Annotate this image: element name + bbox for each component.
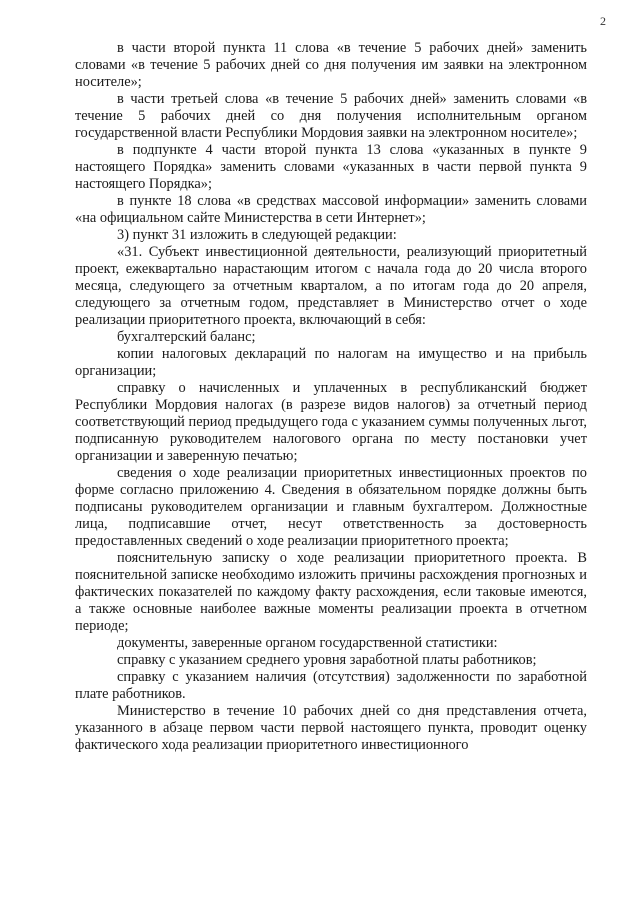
list-item-statistics-documents: документы, заверенные органом государственной статистики: [117,635,498,651]
paragraph-amend-item-18: в пункте 18 слова «в средствах массовой информации» заменить словами «на официальном сайте Министерства в сети Интернет»; [75,193,587,226]
list-item-project-information: сведения о ходе реализации приоритетных инвестиционных проектов по форме согласно приложению 4. Сведения в обязательном порядке должны быть подписаны руководителем организации и главным бухгалтером. Должностные лица, подписавшие отчет, несут ответственность за достоверность предоставленных сведений о ходе реализации приоритетного проекта; [75,465,587,549]
paragraph-item-31-text: «31. Субъект инвестиционной деятельности, реализующий приоритетный проект, ежеквартально нарастающим итогом с начала года до 20 числа второго месяца, следующего за отчетным кварталом, а по итогам года до 20 апреля, следующего за отчетным годом, представляет в Министерство отчет о ходе реализации приоритетного проекта, включающий в себя: [75,244,587,328]
list-item-explanatory-note: пояснительную записку о ходе реализации приоритетного проекта. В пояснительной записке необходимо изложить причины расхождения прогнозных и фактических показателей по каждому факту расхождения, если таковые имеются, а также основные наиболее важные моменты реализации проекта в отчетном периоде; [75,550,587,634]
list-item-salary-certificate: справку с указанием среднего уровня заработной платы работников; [117,652,537,668]
page-number: 2 [600,14,606,28]
paragraph-amend-item-13: в подпункте 4 части второй пункта 13 слова «указанных в пункте 9 настоящего Порядка» заменить словами «указанных в части первой пункта 9 настоящего Порядка»; [75,142,587,192]
paragraph-amend-item-11-part-3: в части третьей слова «в течение 5 рабочих дней» заменить словами «в течение 5 рабочих дней со дня получения исполнительным органом государственной власти Республики Мордовия заявки на электронном носителе»; [75,91,587,141]
paragraph-ministry-evaluation: Министерство в течение 10 рабочих дней со дня представления отчета, указанного в абзаце первом части первой настоящего пункта, проводит оценку фактического хода реализации приоритетного инвестиционного [75,703,587,753]
list-item-tax-declarations: копии налоговых деклараций по налогам на имущество и на прибыль организации; [75,346,587,379]
list-item-balance-sheet: бухгалтерский баланс; [117,329,256,345]
list-item-tax-certificate: справку о начисленных и уплаченных в республиканский бюджет Республики Мордовия налогах (в разрезе видов налогов) за отчетный период соответствующий период предыдущего года с указанием суммы полученных льгот, подписанную руководителем налогового органа по месту постановки учет организации и заверенную печатью; [75,380,587,464]
paragraph-item-31-intro: 3) пункт 31 изложить в следующей редакции: [117,227,397,243]
document-body [75,40,587,754]
paragraph-amend-item-11-part-2: в части второй пункта 11 слова «в течение 5 рабочих дней» заменить словами «в течение 5 рабочих дней со дня получения им заявки на электронном носителе»; [75,40,587,90]
list-item-salary-debt-certificate: справку с указанием наличия (отсутствия) задолженности по заработной плате работников. [75,669,587,702]
